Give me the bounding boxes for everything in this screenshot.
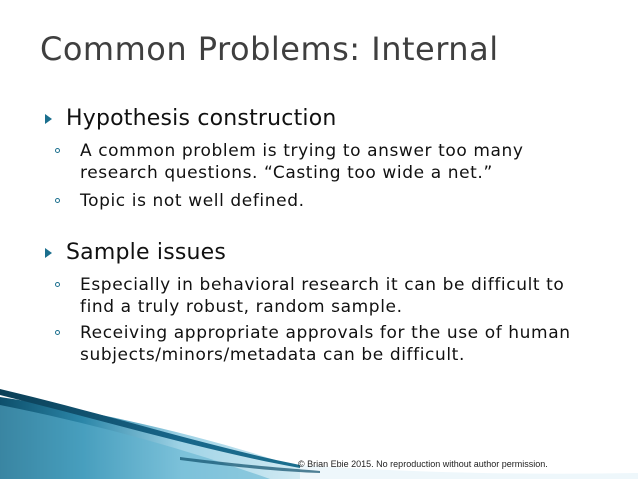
sub-bullet-text: Especially in behavioral research it can be difficult to find a truly robust, random sample. — [80, 275, 565, 317]
circle-outline-icon — [55, 148, 60, 153]
triangle-right-icon — [45, 248, 52, 258]
sub-bullet — [0, 322, 638, 366]
sub-bullet-list — [0, 140, 638, 212]
circle-outline-icon — [55, 282, 60, 287]
slide-title: Common Problems: Internal — [40, 30, 499, 68]
sub-bullet — [0, 274, 638, 318]
sub-bullet-text: Topic is not well defined. — [80, 191, 305, 211]
triangle-right-icon — [45, 114, 52, 124]
slide-body — [0, 105, 638, 366]
bullet-hypothesis-construction — [0, 105, 638, 133]
circle-outline-icon — [55, 330, 60, 335]
copyright-footer: © Brian Ebie 2015. No reproduction without author permission. — [298, 459, 548, 469]
sub-bullet — [0, 190, 638, 212]
sub-bullet-text: A common problem is trying to answer too many research questions. “Casting too wide a net.” — [80, 141, 524, 183]
circle-outline-icon — [55, 198, 60, 203]
bullet-text: Hypothesis construction — [66, 106, 337, 131]
sub-bullet-text: Receiving appropriate approvals for the use of human subjects/minors/metadata can be difficult. — [80, 323, 571, 365]
bullet-text: Sample issues — [66, 240, 227, 265]
sub-bullet — [0, 140, 638, 184]
bullet-sample-issues — [0, 239, 638, 267]
sub-bullet-list — [0, 274, 638, 366]
